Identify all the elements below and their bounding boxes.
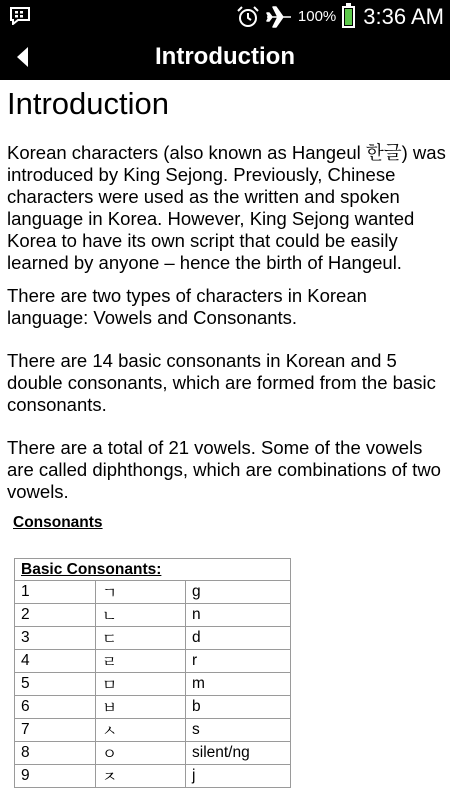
status-bar [0, 0, 450, 33]
romanization: n [186, 604, 291, 627]
romanization: silent/ng [186, 742, 291, 765]
romanization: g [186, 581, 291, 604]
table-row [15, 696, 291, 719]
basic-consonants-table [14, 558, 291, 788]
korean-letter: ㄴ [96, 604, 186, 627]
romanization: m [186, 673, 291, 696]
korean-letter: ㅇ [96, 742, 186, 765]
airplane-mode-icon [266, 5, 292, 29]
action-bar [0, 33, 450, 80]
section-heading-consonants: Consonants [13, 514, 103, 531]
row-number: 6 [15, 696, 96, 719]
korean-letter: ㅈ [96, 765, 186, 788]
paragraph-types: There are two types of characters in Korean language: Vowels and Consonants. [7, 285, 367, 328]
romanization: d [186, 627, 291, 650]
table-row [15, 627, 291, 650]
paragraph-consonants: There are 14 basic consonants in Korean and 5 double consonants, which are formed from the basic consonants. [7, 350, 436, 415]
page-title: Introduction [7, 86, 169, 121]
paragraph-vowels: There are a total of 21 vowels. Some of the vowels are called diphthongs, which are combinations of two vowels. [7, 437, 441, 502]
back-arrow-icon [15, 46, 29, 68]
battery-percent: 100% [297, 8, 337, 25]
article-content[interactable] [0, 80, 450, 800]
row-number: 1 [15, 581, 96, 604]
romanization: j [186, 765, 291, 788]
row-number: 8 [15, 742, 96, 765]
table-row [15, 581, 291, 604]
korean-letter: ㄱ [96, 581, 186, 604]
table-row [15, 742, 291, 765]
korean-letter: ㄷ [96, 627, 186, 650]
alarm-clock-icon [236, 5, 260, 29]
table-row [15, 650, 291, 673]
action-bar-title: Introduction [155, 43, 295, 70]
table-row [15, 604, 291, 627]
battery-icon [342, 6, 355, 28]
table-row [15, 765, 291, 788]
korean-letter: ㅂ [96, 696, 186, 719]
paragraph-intro: Korean characters (also known as Hangeul 한글) was introduced by King Sejong. Previously, Chinese characters were used as the written and spoken language in Korea. However, King Sejong wanted Korea to have its own script that could be easily learned by anyone – hence the birth of Hangeul. [7, 142, 446, 273]
battery-fill [345, 9, 352, 25]
korean-letter: ㅁ [96, 673, 186, 696]
row-number: 3 [15, 627, 96, 650]
bbm-icon [10, 7, 30, 25]
row-number: 2 [15, 604, 96, 627]
korean-letter: ㄹ [96, 650, 186, 673]
row-number: 7 [15, 719, 96, 742]
back-button[interactable] [0, 33, 44, 80]
romanization: s [186, 719, 291, 742]
table-row [15, 673, 291, 696]
row-number: 4 [15, 650, 96, 673]
romanization: b [186, 696, 291, 719]
table-row [15, 719, 291, 742]
table-caption: Basic Consonants: [15, 559, 291, 581]
romanization: r [186, 650, 291, 673]
clock: 3:36 AM [363, 3, 444, 29]
korean-letter: ㅅ [96, 719, 186, 742]
row-number: 9 [15, 765, 96, 788]
row-number: 5 [15, 673, 96, 696]
table-caption-row [15, 559, 291, 581]
